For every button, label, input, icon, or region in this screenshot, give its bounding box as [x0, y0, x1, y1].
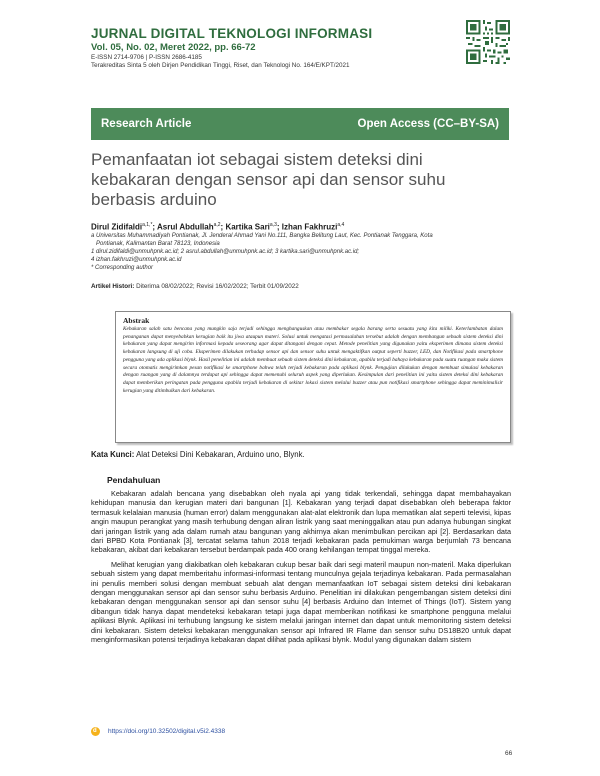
- history-label: Artikel Histori:: [91, 283, 135, 290]
- section-heading-introduction: Pendahuluan: [107, 475, 161, 485]
- page-number: 66: [505, 750, 513, 757]
- journal-title: JURNAL DIGITAL TEKNOLOGI INFORMASI: [91, 26, 373, 41]
- journal-volume: Vol. 05, No. 02, Meret 2022, pp. 66-72: [91, 42, 256, 53]
- doi-footer: [91, 727, 225, 736]
- journal-accreditation: Terakreditas Sinta 5 oleh Dirjen Pendidikan Tinggi, Riset, dan Teknologi No. 164/E/KPT/2021: [91, 62, 350, 69]
- open-access-label: Open Access (CC–BY-SA): [357, 118, 499, 130]
- corresponding-author-note: * Corresponding author: [91, 265, 154, 271]
- author-affiliation-marker: a,3: [269, 222, 277, 228]
- affiliation-line: Pontianak, Kalimantan Barat 78123, Indonesia: [96, 241, 220, 247]
- author-affiliation-marker: a,1,*: [142, 222, 153, 228]
- article-type-band: [91, 108, 509, 140]
- doi-icon: d: [91, 727, 100, 736]
- abstract-text: Kebakaran salah satu bencana yang mungkin saja terjadi sehingga menghanguskan atau membakar segala barang serta sesuatu yang kita miliki. Keterlambatan dalam penanganan dapat menyebabkan kerugian baik itu jiwa ataupun materi. Solusi untuk mengatasi permasalahan tersebut adalah dengan membangun sebuah sistem deteksi dini kebakaran yang dapat mengirim informasi kepada seseorang agar dapat ditangani dengan cepat. Metode penelitian yang digunakan yaitu eksperimen dimana sistem deteksi kebakaran langsung di uji coba. Eksperimen dilakukan terhadap sensor api dan sensor suhu untuk mengaktifkan output seperti buzzer, LED, dan Notifikasi pada smartphone pengguna yang ada aplikasi blynk. Hasil penelitian ini adalah membuat sebuah sistem deteksi dini kebakaran, apabila terjadi bahaya kebakaran pada suatu ruangan maka sistem secara otomatis mengirimkan pesan notifikasi ke smartphone bahwa telah terjadi kebakaran pada aplikasi blynk. Pengujian dilakukan dengan membuat simulasi kebakaran dengan ruangan yang di dalamnya terdapat api sehingga dapat memenuhi seluruh aspek yang diperlukan. Kesimpulan dari penelitian ini yaitu sistem deteksi dini kebakaran dapat memberikan peringatan pada pengguna apabila terjadi kebakaran di sekitar lokasi sistem melalui buzzer atau pun notifikasi smartphone sehingga dapat meminimalisir kerugian yang ditimbulkan dari kebakaran.: [123, 326, 503, 394]
- introduction-body: [91, 489, 511, 650]
- history-dates: Diterima 08/02/2022; Revisi 16/02/2022; Terbit 01/09/2022: [136, 283, 299, 290]
- author-emails[interactable]: 4 izhan.fakhruzi@unmuhpnk.ac.id: [91, 257, 182, 263]
- paper-title: Pemanfaatan iot sebagai sistem deteksi dini kebakaran dengan sensor api dan sensor suhu berbasis arduino: [91, 150, 446, 209]
- doi-link[interactable]: https://doi.org/10.32502/digital.v5i2.4338: [108, 728, 226, 735]
- journal-header: [91, 26, 431, 70]
- qr-code-icon: [466, 20, 510, 64]
- author-list: Dirul Zidifaldi$^{a,1,*}$; Asrul Abdullah$^{a,2}$; Kartika Sari$^{a,3}$; Izhan Fakhruzi$^{a,4}$: [91, 222, 345, 232]
- author-affiliation-marker: a,2: [213, 222, 221, 228]
- paragraph: Melihat kerugian yang diakibatkan oleh kebakaran cukup besar baik dari segi materil maupun non-materil. Maka diperlukan sebuah sistem yang dapat memberitahu informasi-informasi tentang munculnya gejala terjadinya kebakaran. Pada permasalahan ini penulis memberi solusi dengan membuat sebuah alat dengan memanfaatkan IoT sebagai sistem deteksi dini kebakaran dengan menggunakan sensor api dan sensor suhu berbasis Arduino. Penelitian ini dilakukan pengembangan sistem deteksi dini kebakaran dengan menggunakan sensor api dan sensor suhu [4] berbasis Arduino dan Internet of Things (IoT). Sistem yang dibangun tidak hanya dapat mendeteksi kebakaran tetapi juga dapat memberikan notifikasi ke smartphone pengguna melalui aplikasi Blynk. Aplikasi ini terhubung langsung ke sistem melalui jaringan internet dan dapat untuk memonitoring sistem deteksi dini kebakaran. Sistem deteksi kebakaran menggunakan sensor api Infrared IR Flame dan sensor suhu DS18B20 untuk dapat menginformasikan potensi terjadinya kebakaran dapat dilihat pada aplikasi blynk. Modul yang digunakan dalam sistem: [91, 559, 511, 645]
- author-emails[interactable]: 1 dirul.zidifaldi@unmuhpnk.ac.id; 2 asrul.abdullah@unmuhpnk.ac.id; 3 kartika.sari@unmuhpnk.ac.id;: [91, 249, 360, 255]
- affiliation-line: a Universitas Muhammadiyah Pontianak, Jl. Jenderal Ahmad Yani No.111, Bangka Belitung Laut, Kec. Pontianak Tenggara, Kota: [91, 233, 433, 239]
- author-name: Dirul Zidifaldi: [91, 222, 143, 232]
- paragraph: Kebakaran adalah bencana yang disebabkan oleh nyala api yang tidak terkendali, sehingga dapat membahayakan kehidupan manusia dan kerugian materi dari bangunan [1]. Kebakaran yang terjadi dapat disebabkan oleh beberapa faktor termasuk kelalaian manusia (human error) dalam menggunakan alat-alat elektronik dan lupa mematikan alat seperti televisi, kipas angin maupun perangkat yang masih terhubung dengan aliran listrik yang saat meninggalkan atau pun adanya hubungan singkat dari jaringan listrik yang ada dalam rumah atau bangunan yang akhirnya akan menimbulkan percikan api [2]. Berdasarkan data dari BPBD Kota Pontianak [3], tercatat selama tahun 2018 terjadi kebakaran pada pemukiman warga berjumlah 73 bencana kebakaran, akibat dari kebakaran tersebut berdampak pada 400 orang kehilangan tempat tinggal mereka.: [91, 489, 511, 555]
- keywords-text: Alat Deteksi Dini Kebakaran, Arduino uno, Blynk.: [136, 450, 305, 459]
- keywords: [91, 450, 305, 459]
- author-name: Kartika Sari: [225, 222, 270, 232]
- author-affiliation-marker: a,4: [337, 222, 345, 228]
- abstract-heading: Abstrak: [123, 316, 150, 325]
- article-history: [91, 283, 299, 290]
- author-name: Asrul Abdullah: [157, 222, 214, 232]
- research-article-label: Research Article: [101, 118, 192, 130]
- author-name: Izhan Fakhruzi: [281, 222, 338, 232]
- abstract-box: [115, 311, 511, 443]
- journal-issn: E-ISSN 2714-9706 | P-ISSN 2686-4185: [91, 54, 202, 61]
- affiliations: [91, 232, 511, 272]
- keywords-label: Kata Kunci:: [91, 450, 135, 459]
